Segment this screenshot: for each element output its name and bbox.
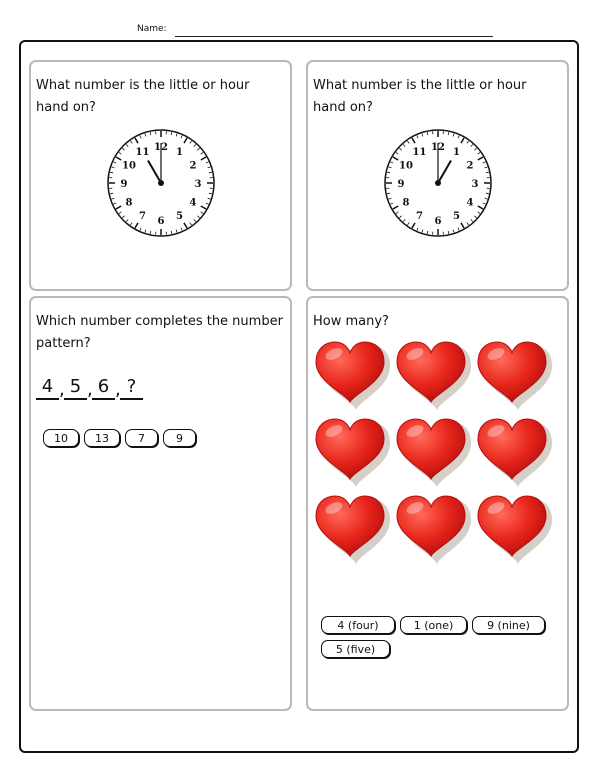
clock-numeral: 6 bbox=[157, 216, 165, 227]
pattern-separator: , bbox=[87, 379, 93, 400]
clock-numeral: 5 bbox=[453, 211, 460, 223]
question-panel-counting bbox=[306, 296, 569, 711]
pattern-term: 5 bbox=[64, 376, 87, 400]
answer-choice-10[interactable]: 10 bbox=[43, 429, 79, 447]
clock-numeral: 7 bbox=[139, 211, 146, 223]
question-text: Which number completes the number pattern? bbox=[36, 314, 283, 351]
question-text: What number is the little or hour hand on? bbox=[313, 78, 527, 115]
answer-choice-nine[interactable]: 9 (nine) bbox=[472, 616, 545, 634]
pattern-separator: , bbox=[59, 379, 65, 400]
heart-icon bbox=[312, 492, 392, 568]
clock-numeral: 12 bbox=[431, 142, 445, 153]
answer-choice-13[interactable]: 13 bbox=[84, 429, 120, 447]
clock-numeral: 2 bbox=[466, 160, 474, 172]
answer-choice-9[interactable]: 9 bbox=[163, 429, 196, 447]
heart-icon bbox=[312, 415, 392, 491]
pattern-term: 6 bbox=[92, 376, 115, 400]
clock-numeral: 8 bbox=[125, 197, 133, 209]
clock-numeral: 5 bbox=[176, 211, 183, 223]
clock-numeral: 3 bbox=[194, 179, 202, 190]
clock-center-pin bbox=[435, 180, 441, 186]
answer-choices bbox=[321, 616, 561, 658]
clock-center-pin bbox=[158, 180, 164, 186]
clock-numeral: 11 bbox=[412, 146, 427, 158]
question-panel-clock-1 bbox=[29, 60, 292, 291]
answer-choices bbox=[43, 429, 196, 447]
clock-numeral: 9 bbox=[397, 179, 405, 190]
clock-numeral: 3 bbox=[471, 179, 479, 190]
heart-icon bbox=[393, 492, 473, 568]
heart-icon bbox=[312, 338, 392, 414]
heart-icon bbox=[474, 415, 554, 491]
pattern-blank: ? bbox=[120, 376, 143, 400]
question-panel-pattern bbox=[29, 296, 292, 711]
number-pattern bbox=[36, 376, 143, 400]
analog-clock bbox=[383, 128, 493, 238]
name-line[interactable] bbox=[175, 36, 493, 37]
clock-numeral: 10 bbox=[121, 160, 136, 172]
clock-numeral: 1 bbox=[453, 146, 460, 158]
clock-numeral: 2 bbox=[189, 160, 197, 172]
name-label: Name: bbox=[137, 24, 167, 34]
clock-numeral: 6 bbox=[434, 216, 442, 227]
answer-choice-one[interactable]: 1 (one) bbox=[400, 616, 467, 634]
clock-numeral: 4 bbox=[466, 197, 474, 209]
clock-numeral: 8 bbox=[402, 197, 410, 209]
clock-numeral: 7 bbox=[416, 211, 423, 223]
heart-grid bbox=[312, 338, 558, 568]
heart-icon bbox=[393, 415, 473, 491]
question-text: How many? bbox=[313, 314, 389, 329]
heart-icon bbox=[474, 338, 554, 414]
pattern-separator: , bbox=[115, 379, 121, 400]
clock-numeral: 9 bbox=[120, 179, 128, 190]
question-panel-clock-2 bbox=[306, 60, 569, 291]
answer-choice-five[interactable]: 5 (five) bbox=[321, 640, 390, 658]
heart-icon bbox=[393, 338, 473, 414]
clock-numeral: 11 bbox=[135, 146, 150, 158]
clock-numeral: 4 bbox=[189, 197, 197, 209]
clock-numeral: 1 bbox=[176, 146, 183, 158]
pattern-term: 4 bbox=[36, 376, 59, 400]
heart-icon bbox=[474, 492, 554, 568]
answer-choice-7[interactable]: 7 bbox=[125, 429, 158, 447]
question-text: What number is the little or hour hand on? bbox=[36, 78, 250, 115]
clock-numeral: 12 bbox=[154, 142, 168, 153]
clock-numeral: 10 bbox=[398, 160, 413, 172]
analog-clock bbox=[106, 128, 216, 238]
answer-choice-four[interactable]: 4 (four) bbox=[321, 616, 395, 634]
